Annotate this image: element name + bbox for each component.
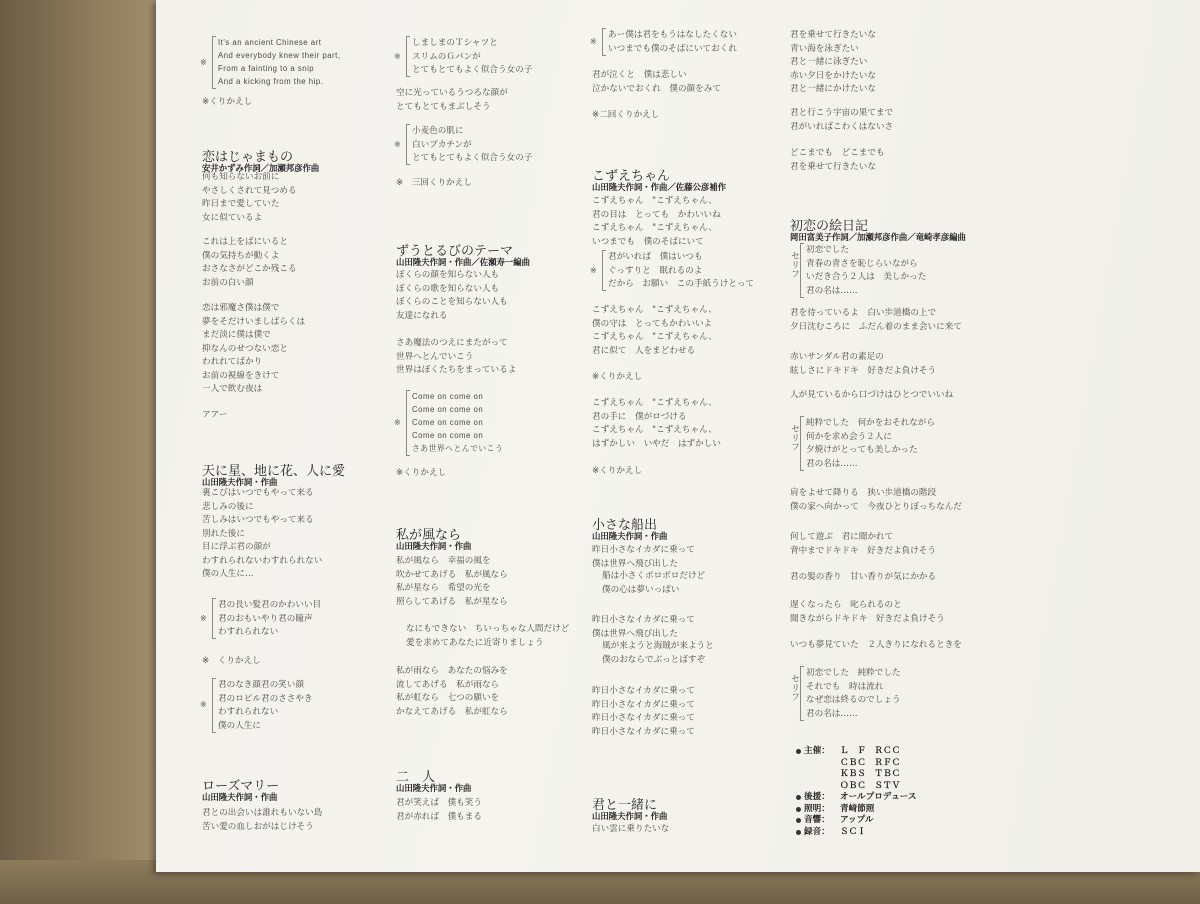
song-title: 私が風なら (396, 528, 462, 543)
lyric-line: 悲しみの後に (202, 501, 254, 512)
song-title: 二 人 (396, 770, 436, 785)
lyric-line: ぼくらの顔を知らない人も (396, 270, 500, 280)
song-credit: 山田隆夫作詞・作曲／佐藤公彦補作 (592, 182, 726, 192)
lyric-line: こずえちゃん "こずえちゃん、 (592, 425, 717, 435)
repeat-bracket (406, 36, 410, 77)
lyric-line: 夕焼けがとっても美しかった (806, 445, 918, 455)
lyric-line: おさなさがどこか残こる (202, 264, 297, 274)
lyric-line: わすれられない (218, 707, 279, 717)
lyric-line: ※二回くりかえし (592, 110, 660, 120)
lyric-line: 別れた後に (202, 528, 245, 539)
lyric-line: 苦しみはいつでもやって来る (202, 515, 314, 525)
lyric-line: 君のなき顔君の笑い顔 (218, 680, 304, 690)
lyrics-column-2 (396, 0, 592, 872)
lyric-line: どこまでも どこまでも (790, 148, 885, 158)
lyric-line: 抑なんのせつない恋と (202, 343, 288, 354)
lyric-line: ※ くりかえし (202, 656, 261, 666)
lyric-line: 君がいればこわくはないさ (790, 121, 894, 132)
lyric-line: 昨日小さなイカダに乗って (592, 726, 695, 737)
song-credit: 山田隆夫作詞・作曲 (202, 477, 278, 487)
lyric-line: Come on come on (412, 392, 484, 401)
credit-value: ＯＢＣ ＳＴＶ (840, 780, 901, 791)
lyric-line: 私が風なら 幸福の風を (396, 556, 491, 566)
lyric-line: とてもとてもよく似合う女の子 (412, 153, 533, 163)
lyric-line: Come on come on (412, 405, 484, 414)
lyric-line: 昨日小さなイカダに乗って (592, 615, 695, 625)
song-title: こずえちゃん (592, 169, 671, 184)
lyric-line: ※ 三回くりかえし (396, 178, 472, 188)
lyrics-column-3 (592, 0, 788, 872)
repeat-bracket (602, 28, 606, 56)
lyric-line: 私が虹なら 七つの願いを (396, 693, 500, 703)
lyrics-column-4 (790, 0, 996, 872)
lyric-line: 君が笑えば 僕も笑う (396, 798, 482, 808)
bullet-dot (796, 807, 801, 812)
lyric-line: 私が雨なら あなたの悩みを (396, 666, 508, 676)
lyric-line: 君を待っているよ 白い歩道橋の上で (790, 308, 937, 318)
lyric-line: 人が見ているから口づけはひとつでいいね (790, 390, 954, 400)
lyric-line: 青い海を泳ぎたい (790, 43, 859, 54)
lyric-line: いつも夢見ていた ２人きりになれるときを (790, 640, 962, 650)
lyric-line: 流してあげる 私が雨なら (396, 679, 500, 690)
lyric-line: ※くりかえし (592, 466, 643, 476)
lyric-line: さあ魔法のつえにまたがって (396, 338, 508, 348)
credit-value: アップル (840, 815, 874, 825)
lyric-line: 僕の人生に (218, 720, 261, 731)
lyric-line: いつまでも 僕のそばにいて (592, 236, 704, 247)
lyric-line: ※くりかえし (202, 97, 253, 107)
credit-label: 後援： (804, 792, 830, 802)
serifu-mark: セリフ (789, 251, 799, 279)
lyric-line: 昨日小さなイカダに乗って (592, 545, 695, 555)
lyric-line: 泣かないでおくれ 僕の顔をみて (592, 83, 721, 94)
lyric-line: 目に浮ぶ君の顔が (202, 542, 271, 552)
credit-value: ＳＣＩ (840, 826, 866, 837)
lyrics-sheet (156, 0, 1200, 872)
lyric-line: 君に似て 人をまどわせる (592, 345, 696, 356)
lyric-line: ぐっすりと 眠れるのよ (608, 265, 703, 276)
lyric-line: ぼくらのことを知らない人も (396, 297, 508, 307)
lyric-line: 君を乗せて行きたいな (790, 161, 876, 172)
lyric-line: まだ淡に僕は僕で (202, 330, 271, 340)
lyric-line: 風が来ようと海賊が来ようと (602, 641, 714, 651)
lyric-line: しましまのＴシャツと (412, 38, 498, 48)
lyric-line: 僕の守は とってもかわいいよ (592, 318, 713, 329)
lyric-line: And everybody knew their part, (218, 51, 341, 60)
lyric-line: 初恋でした 純粋でした (806, 668, 901, 678)
repeat-mark: ※ (394, 139, 401, 149)
lyric-line: 女に似ているよ (202, 212, 263, 223)
lyric-line: 夕日沈むころに ふだん着のまま会いに来て (790, 321, 962, 332)
lyric-line: 照らしてあげる 私が星なら (396, 596, 508, 607)
lyric-line: From a fainting to a snip (218, 64, 315, 73)
lyrics-column-1 (202, 0, 398, 872)
lyric-line: 船は小さくボロボロだけど (602, 571, 706, 581)
song-credit: 山田隆夫作詞・作曲／佐瀬寿一編曲 (396, 257, 530, 267)
lyric-line: 眩しさにドキドキ 好きだよ負けそう (790, 365, 937, 376)
lyric-line: 昨日小さなイカダに乗って (592, 686, 695, 696)
lyric-line: わすれられないわすれられない (202, 555, 323, 566)
song-title: ローズマリー (202, 779, 280, 794)
lyric-line: 君のロビル君のささやき (218, 693, 313, 704)
lyric-line: 純粋でした 何かをおそれながら (806, 418, 935, 428)
bullet-dot (796, 830, 801, 835)
lyric-line: Come on come on (412, 431, 484, 440)
bullet-dot (796, 795, 801, 800)
lyric-line: 背中までドキドキ 好きだよ負けそう (790, 545, 936, 556)
lyric-line: さあ世界へとんでいこう (412, 444, 504, 453)
lyric-line: やさしくされて見つめる (202, 185, 297, 196)
song-title: 恋はじゃまもの (202, 150, 294, 165)
lyric-line: われれてばかり (202, 357, 263, 367)
lyric-line: 一人で飲む夜は (202, 384, 263, 394)
repeat-bracket (212, 678, 216, 733)
song-title: 小さな船出 (592, 518, 658, 533)
credit-value: オールプロデュース (840, 792, 917, 802)
song-credit: 山田隆夫作詞・作曲 (592, 531, 668, 541)
serifu-mark: セリフ (789, 424, 799, 452)
repeat-mark: ※ (394, 51, 401, 61)
lyric-line: 君との出会いは誰れもいない島 (202, 808, 323, 818)
lyric-line: 君と行こう宇宙の果てまで (790, 108, 894, 118)
lyric-line: 肩をよせて降りる 狭い歩道橋の階段 (790, 488, 937, 498)
lyric-line: 君の目は とっても かわいいね (592, 209, 721, 220)
lyric-line: こずえちゃん "こずえちゃん、 (592, 223, 717, 233)
song-title: ずうとるびのテーマ (396, 244, 514, 259)
lyric-line: 僕のおならでぶっとばすぞ (602, 654, 706, 665)
lyric-line: 小麦色の肌に (412, 126, 464, 136)
lyric-line: とてもとてもまぶしそう (396, 101, 491, 112)
repeat-mark: ※ (590, 36, 597, 46)
lyric-line: 昨日まで愛していた (202, 199, 280, 209)
song-credit: 山田隆夫作詞・作曲 (396, 541, 472, 551)
lyric-line: 友達になれる (396, 310, 448, 321)
lyric-line: とてもとてもよく似合う女の子 (412, 65, 533, 75)
lyric-line: 何も知らないお前に (202, 172, 280, 182)
repeat-bracket (212, 598, 216, 639)
lyric-line: 夢をそだけいましばらくは (202, 316, 306, 327)
lyric-line: 昨日小さなイカダに乗って (592, 713, 695, 723)
credit-value: Ｌ Ｆ ＲＣＣ (840, 746, 901, 756)
lyric-line: かなえてあげる 私が虹なら (396, 706, 508, 717)
credit-label: 照明： (804, 803, 830, 814)
credit-value: 青﨑節照 (840, 803, 875, 814)
lyric-line: ※くりかえし (396, 468, 447, 478)
lyric-line: 君の名は…… (806, 458, 858, 469)
lyric-line: 苦い愛の血しおがはじけそう (202, 821, 314, 832)
repeat-bracket (406, 124, 410, 165)
lyric-line: 青春の青さを恥じらいながら (806, 258, 918, 269)
lyric-line: 君の手に 僕がロづける (592, 411, 687, 422)
lyric-line: 私が星なら 希望の光を (396, 583, 491, 593)
lyric-line: 昨日小さなイカダに乗って (592, 699, 695, 710)
credit-value: ＣＢＣ ＲＦＣ (840, 757, 901, 768)
repeat-bracket (406, 390, 410, 456)
credit-label: 主催： (804, 746, 830, 756)
credit-label: 音響： (804, 815, 830, 825)
lyric-line: It's an ancient Chinese art (218, 38, 322, 47)
lyric-line: 君を乗せて行きたいな (790, 30, 876, 40)
lyric-line: 恋は邪魔さ僕は僕で (202, 303, 280, 313)
lyric-line: 君と一緒にかけたいな (790, 84, 876, 94)
lyric-line: はずかしい いやだ はずかしい (592, 438, 721, 449)
lyric-line: 赤いサンダル君の素足の (790, 352, 884, 362)
lyric-line: それでも 時は流れ (806, 681, 884, 692)
lyric-line: こずえちゃん "こずえちゃん、 (592, 398, 717, 408)
lyric-line: いだき合う２人は 美しかった (806, 272, 927, 282)
lyric-line: こずえちゃん "こずえちゃん、 (592, 305, 717, 315)
lyric-line: 裏こびはいつでもやって来る (202, 488, 314, 498)
lyric-line: 世界はぼくたちをまっているよ (396, 365, 517, 375)
lyric-line: 君の長い髪君のかわいい目 (218, 600, 322, 610)
lyric-line: 愛を求めてあなたに近寄りましょう (406, 637, 544, 648)
repeat-bracket (212, 36, 216, 89)
lyric-line: こずえちゃん "こずえちゃん、 (592, 332, 717, 342)
song-title: 君と一緒に (592, 798, 658, 813)
song-credit: 山田隆夫作詞・作曲 (202, 792, 278, 802)
lyric-line: 君がいれば 僕はいつも (608, 252, 703, 262)
lyric-line: 何かを求め会う２人に (806, 431, 892, 442)
bullet-dot (796, 818, 801, 823)
lyric-line: いつまでも僕のそばにいておくれ (608, 43, 737, 54)
lyric-line: 白い雲に乗りたいな (592, 824, 670, 834)
lyric-line: 君の名は…… (806, 285, 858, 296)
lyric-line: 遅くなったら 叱られるのと (790, 600, 902, 610)
lyric-line: 世界へとんでいこう (396, 351, 474, 362)
lyric-line: 君のおもいやり君の瞳声 (218, 613, 313, 624)
lyric-line: 僕の人生に… (202, 569, 254, 579)
background-left (0, 0, 160, 904)
lyric-line: 吹かせてあげる 私が風なら (396, 569, 508, 580)
lyric-line: 君の名は…… (806, 708, 858, 719)
serifu-mark: セリフ (789, 674, 799, 702)
lyric-line: 君が泣くと 僕は悲しい (592, 70, 687, 80)
repeat-mark: ※ (200, 613, 207, 623)
lyric-line: 聞きながらドキドキ 好きだよ負けそう (790, 613, 945, 624)
lyric-line: 僕の家へ向かって 今夜ひとりぼっちなんだ (790, 501, 962, 512)
repeat-mark: ※ (200, 57, 207, 67)
repeat-mark: ※ (394, 418, 401, 427)
lyric-line: And a kicking from the hip. (218, 77, 324, 86)
lyric-line: ※くりかえし (592, 372, 643, 382)
song-credit: 山田隆夫作詞・作曲 (592, 811, 668, 821)
song-title: 初恋の絵日記 (790, 219, 869, 234)
bullet-dot (796, 749, 801, 754)
lyric-line: 僕の心は夢いっぱい (602, 584, 680, 595)
lyric-line: スリムのＧパンが (412, 51, 481, 62)
lyric-line: あー僕は君をもうはなしたくない (608, 30, 737, 40)
lyric-line: これは上をばにいると (202, 237, 288, 247)
lyric-line: だから お願い この手紙うけとって (608, 279, 754, 289)
lyric-line: アアー (202, 410, 228, 420)
song-credit: 岡田富美子作詞／加瀬邦彦作曲／竜崎孝彦編曲 (790, 232, 966, 242)
lyric-line: 君が赤れば 僕もまる (396, 811, 482, 822)
lyric-line: 空に光っているうつろな顔が (396, 88, 508, 98)
lyric-line: お前の白い顔 (202, 277, 254, 288)
lyric-line: 君と一緒に泳ぎたい (790, 57, 868, 67)
lyric-line: 僕は世界へ飛び出した (592, 628, 678, 639)
lyric-line: 何して遊ぶ 君に聞かれて (790, 532, 894, 542)
credit-label: 録音： (804, 826, 830, 837)
repeat-mark: ※ (590, 265, 597, 275)
lyric-line: Come on come on (412, 418, 484, 427)
lyric-line: 初恋でした (806, 245, 849, 255)
lyric-line: 僕は世界へ飛び出した (592, 558, 678, 569)
repeat-mark: ※ (200, 700, 207, 710)
song-credit: 山田隆夫作詞・作曲 (396, 783, 472, 793)
repeat-bracket (602, 250, 606, 291)
lyric-line: なにもできない ちいっちゃな人間だけど (406, 624, 570, 634)
lyric-line: 僕の気持ちが動くよ (202, 250, 280, 261)
lyric-line: お前の視線をきけて (202, 370, 280, 381)
lyric-line: 赤い夕日をかけたいな (790, 70, 876, 81)
lyric-line: 君の髪の香り 甘い香りが気にかかる (790, 572, 937, 582)
lyric-line: ぼくらの歌を知らない人も (396, 283, 500, 294)
song-title: 天に星、地に花、人に愛 (202, 464, 346, 479)
lyric-line: なぜ恋は終るのでしょう (806, 695, 901, 705)
lyric-line: わすれられない (218, 627, 279, 637)
song-credit: 安井かずみ作詞／加瀬邦彦作曲 (202, 163, 320, 173)
credit-value: ＫＢＳ ＴＢＣ (840, 769, 901, 779)
lyric-line: こずえちゃん "こずえちゃん、 (592, 196, 717, 206)
lyric-line: 白いブカチンが (412, 139, 472, 150)
